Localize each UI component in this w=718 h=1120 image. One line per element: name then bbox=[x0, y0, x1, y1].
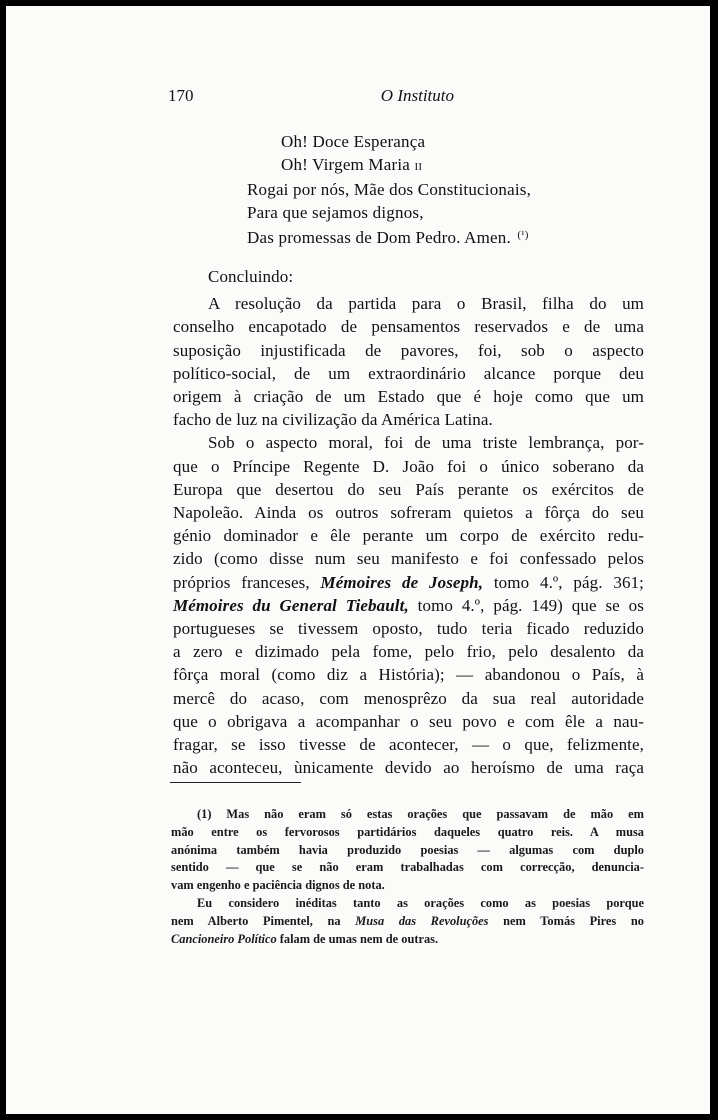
regnal-numeral: ii bbox=[414, 158, 423, 174]
footnote-paragraph-2: Eu considero inéditas tanto as orações como as poesias porque nem Alberto Pimentel, na Musa das Revoluções nem Tomás Pires no Cancioneiro Político falam de umas nem de outras. bbox=[171, 895, 644, 946]
page-number: 170 bbox=[168, 86, 194, 105]
verse-line: Rogai por nós, Mãe dos Constitucionais, bbox=[247, 180, 532, 199]
book-page bbox=[6, 6, 710, 1114]
cited-work-title: Musa das Revoluções bbox=[355, 913, 489, 928]
verse-line: Oh! Virgem Maria ii bbox=[281, 155, 423, 174]
verse-line: Para que sejamos dignos, bbox=[247, 203, 424, 222]
verse-line: Das promessas de Dom Pedro. Amen. $^{(^1)}$ bbox=[247, 228, 529, 247]
cited-work-title: Mémoires de Joseph, bbox=[320, 572, 484, 592]
paragraph-2: Sob o aspecto moral, foi de uma triste lembrança, por- que o Príncipe Regente D. João foi o único soberano da Europa que desertou do seu País perante os exércitos de Napoleão. Ainda os outros sofreram quietos a fôrça do seu génio dominador e êle perante um corpo de exército redu- zido (como disse num seu manifesto e foi confessado pelos próprios franceses, Mémoires de Joseph, tomo 4.º, pág. 361; Mémoires du General Tiebault, tomo 4.º, pág. 149) que se os portugueses se tivessem oposto, tudo teria ficado reduzido a zero e dizimado pela fome, pelo frio, pelo desalento da fôrça moral (como diz a História); — abandonou o País, à mercê do acaso, com menosprêzo da sua real autoridade que o obrigava a acompanhar o seu povo e com êle a nau- fragar, se isso tivesse de acontecer, — o que, felizmente, não aconteceu, ùnicamente devido ao heroísmo de uma raça bbox=[173, 433, 645, 778]
footnote-paragraph-1: (1) Mas não eram só estas orações que passavam de mão em mão entre os fervorosos partidários daqueles quatro reis. A musa anónima também havia produzido poesias — algumas com duplo sentido — que se não eram trabalhadas com correcção, denuncia- vam engenho e paciência dignos de nota. bbox=[171, 807, 644, 893]
footnote bbox=[171, 806, 644, 948]
page-header bbox=[168, 86, 454, 106]
cited-work-title: Cancioneiro Político bbox=[171, 931, 277, 946]
running-title: O Instituto bbox=[380, 86, 454, 105]
main-text bbox=[173, 265, 644, 779]
paragraph-1: A resolução da partida para o Brasil, filha do um conselho encapotado de pensamentos reservados e de uma suposição injustificada de pavores, foi, sob o aspecto político-social, de um extraordinário alcance porque deu origem à criação de um Estado que é hoje como que um facho de luz na civilização da América Latina. bbox=[173, 294, 644, 430]
prayer-verse bbox=[247, 130, 531, 249]
footnote-divider bbox=[170, 782, 301, 783]
verse-line: Oh! Doce Esperança bbox=[281, 132, 426, 151]
opening-line: Concluindo: bbox=[208, 267, 294, 286]
footnote-reference[interactable]: (¹) bbox=[517, 229, 529, 241]
cited-work-title: Mémoires du General Tiebault, bbox=[173, 595, 409, 615]
